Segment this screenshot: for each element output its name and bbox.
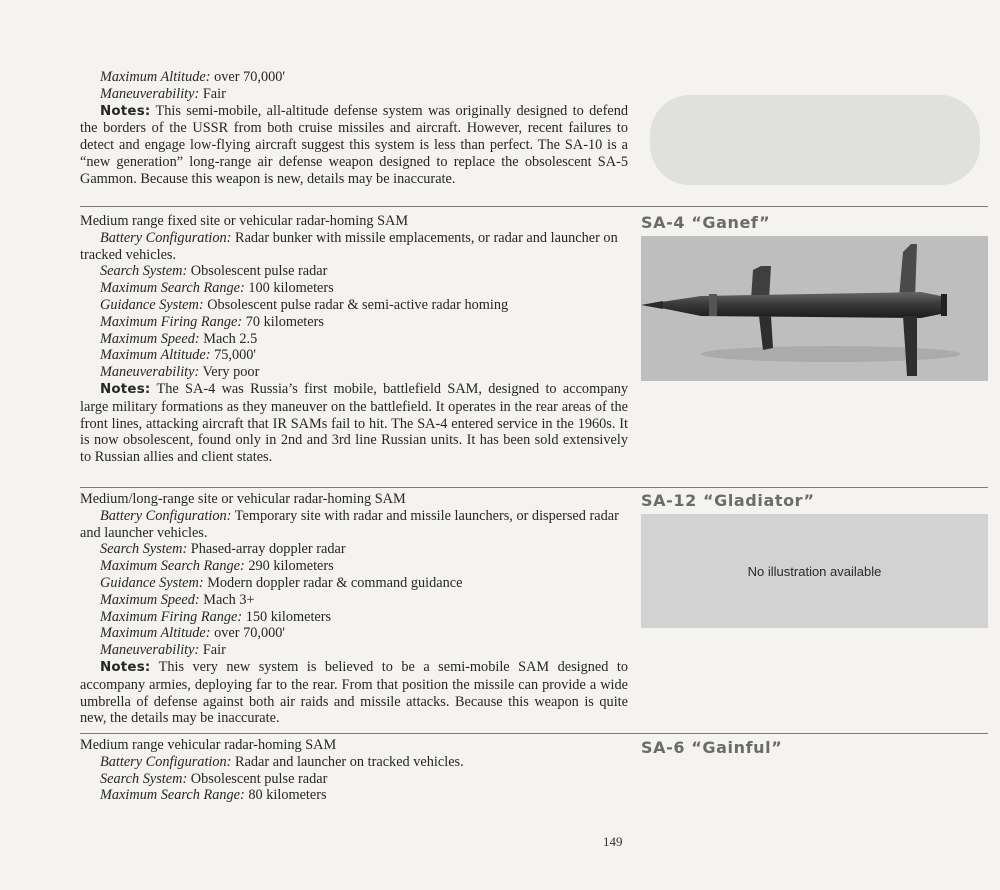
spec-value: Radar and launcher on tracked vehicles. (231, 753, 464, 770)
section-title: SA-12 “Gladiator” (641, 491, 815, 510)
spec-label: Maximum Firing Range: (100, 313, 243, 330)
spec-label: Maneuverability: (100, 85, 200, 102)
spec-line (80, 314, 628, 331)
section-divider (80, 487, 988, 488)
notes-label: Notes: (100, 659, 151, 675)
spec-line (80, 347, 628, 364)
spec-line (80, 280, 628, 297)
spec-label: Search System: (100, 541, 188, 558)
notes-paragraph (80, 103, 628, 188)
spec-label: Battery Configuration: (100, 753, 232, 770)
section-divider (80, 733, 988, 734)
spec-value: Phased-array doppler radar (187, 541, 346, 558)
spec-label: Maximum Search Range: (100, 787, 245, 804)
spec-line (80, 642, 628, 659)
spec-line (80, 625, 628, 642)
battery-configuration (80, 230, 628, 264)
section-intro: Medium range fixed site or vehicular radar-homing SAM (80, 213, 409, 229)
spec-label: Maximum Firing Range: (100, 608, 243, 625)
page-number: 149 (603, 834, 623, 849)
notes-text: This very new system is believed to be a semi-mobile SAM designed to accompany armies, deploying far to the rear. From that position the missile can provide a wide umbrella of defense against both air raids and missile attacks. Because this weapon is quite new, the details may be inaccurate. (80, 658, 628, 727)
notes-text: This semi-mobile, all-altitude defense system was originally designed to defend the borders of the USSR from both cruise missiles and aircraft. However, recent failures to detect and engage low-flying aircraft suggest this system is less than perfect. The SA-10 is a “new generation” long-range air defense weapon designed to replace the obsolescent SA-5 Gammon. Because this weapon is new, details may be inaccurate. (80, 102, 628, 187)
spec-label: Maneuverability: (100, 642, 200, 659)
spec-label: Maximum Speed: (100, 591, 200, 608)
spec-line (80, 86, 628, 103)
spec-line (80, 263, 628, 280)
spec-value: Obsolescent pulse radar (187, 770, 328, 787)
spec-value: Fair (199, 85, 226, 102)
spec-value: 100 kilometers (244, 280, 334, 297)
battery-configuration (80, 508, 628, 542)
section-intro: Medium/long-range site or vehicular radar-homing SAM (80, 491, 406, 507)
spec-line (80, 592, 628, 609)
spec-value: Temporary site with radar and missile launchers, or dispersed radar and launcher vehicles. (80, 507, 619, 541)
spec-line (80, 297, 628, 314)
notes-paragraph (80, 659, 628, 727)
notes-label: Notes: (100, 381, 151, 397)
section-title: SA-4 “Ganef” (641, 213, 771, 232)
spec-value: Obsolescent pulse radar & semi-active radar homing (203, 296, 509, 313)
spec-value: Mach 2.5 (199, 330, 258, 347)
sa4-missile-image (641, 236, 988, 381)
section-divider (80, 206, 988, 207)
spec-label: Maneuverability: (100, 364, 200, 381)
sa6-text (80, 737, 628, 804)
spec-value: 290 kilometers (244, 558, 334, 575)
placeholder-text: No illustration available (747, 563, 882, 579)
spec-line (80, 787, 628, 804)
spec-line (80, 541, 628, 558)
spec-label: Maximum Altitude: (100, 347, 211, 364)
spec-label: Battery Configuration: (100, 229, 232, 246)
spec-value: Radar bunker with missile emplacements, or radar and launcher on tracked vehicles. (80, 229, 618, 263)
sa12-text (80, 491, 628, 727)
spec-line (80, 558, 628, 575)
missile-illustration (641, 236, 988, 381)
spec-line (80, 609, 628, 626)
spec-value: 75,000' (210, 347, 256, 364)
spec-label: Guidance System: (100, 574, 204, 591)
spec-label: Maximum Speed: (100, 330, 200, 347)
spec-label: Maximum Search Range: (100, 558, 245, 575)
notes-paragraph (80, 381, 628, 466)
notes-label: Notes: (100, 103, 151, 119)
spec-label: Maximum Altitude: (100, 625, 211, 642)
spec-value: Obsolescent pulse radar (187, 263, 328, 280)
missile-illustration-placeholder (641, 514, 988, 628)
sa10-continuation (80, 69, 628, 188)
spec-label: Search System: (100, 770, 188, 787)
spec-value: Very poor (199, 364, 260, 381)
spec-value: Modern doppler radar & command guidance (203, 574, 463, 591)
spec-line (80, 69, 628, 86)
notes-text: The SA-4 was Russia’s first mobile, battlefield SAM, designed to accompany large military formations as they maneuver on the battlefield. It operates in the rear areas of the front lines, attacking aircraft that IR SAMs fail to hit. The SA-4 entered service in the 1960s. It is now obsolescent, found only in 2nd and 3rd line Russian units. It has been sold extensively to Russian allies and client states. (80, 380, 628, 466)
spec-value: Fair (199, 642, 226, 659)
spec-value: over 70,000' (210, 625, 285, 642)
spec-label: Maximum Altitude: (100, 69, 211, 85)
spec-label: Search System: (100, 263, 188, 280)
spec-value: over 70,000' (210, 69, 285, 85)
spec-value: 150 kilometers (242, 608, 332, 625)
section-title: SA-6 “Gainful” (641, 738, 783, 757)
spec-line (80, 771, 628, 788)
sa4-text (80, 213, 628, 466)
spec-label: Maximum Search Range: (100, 280, 245, 297)
spec-line (80, 364, 628, 381)
spec-value: 70 kilometers (242, 313, 324, 330)
spec-line (80, 575, 628, 592)
spec-label: Battery Configuration: (100, 507, 232, 524)
battery-configuration (80, 754, 628, 771)
spec-value: 80 kilometers (244, 787, 327, 804)
spec-label: Guidance System: (100, 296, 204, 313)
section-intro: Medium range vehicular radar-homing SAM (80, 737, 337, 753)
spec-line (80, 331, 628, 348)
bleed-through-shadow (650, 95, 980, 185)
spec-value: Mach 3+ (199, 591, 255, 608)
